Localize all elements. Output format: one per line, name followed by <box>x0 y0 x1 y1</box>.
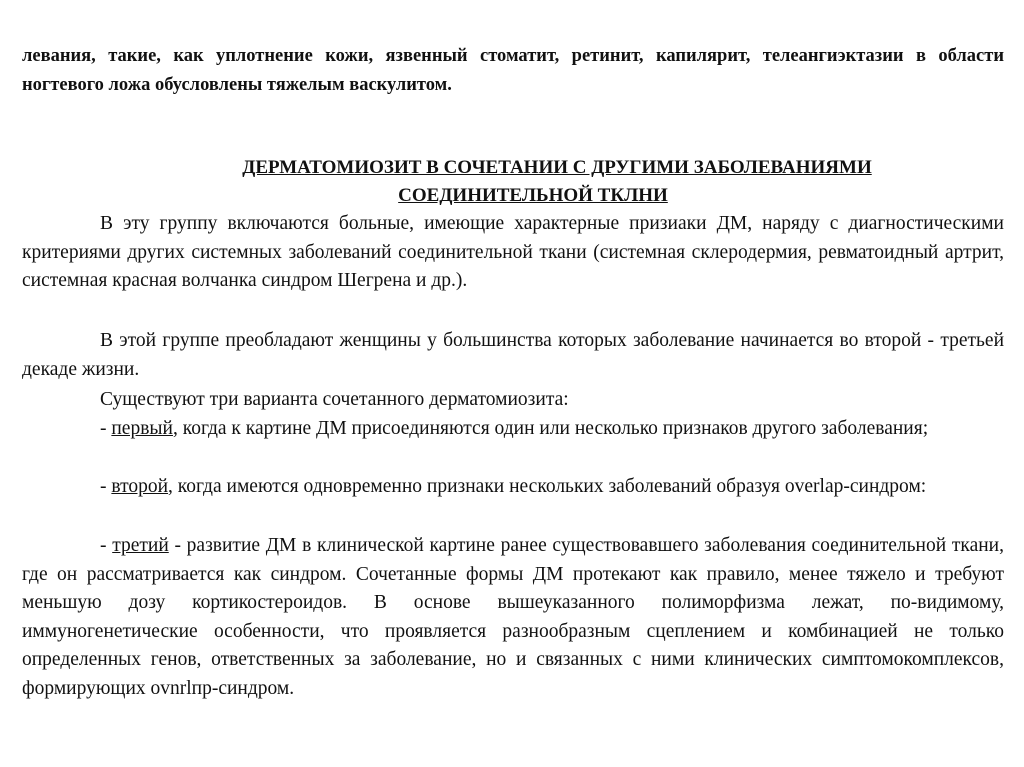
heading-line-2: СОЕДИНИТЕЛЬНОЙ ТКЛНИ <box>398 185 668 206</box>
paragraph-3: Существуют три варианта сочетанного дерматомиозита: <box>100 389 569 410</box>
variant-first <box>22 415 1004 444</box>
variant-third-term: третий <box>112 535 169 556</box>
variant-second-text: , когда имеются одновременно признаки нескольких заболеваний образуя overlap-синдром: <box>168 476 927 497</box>
variant-second-term: второй <box>111 476 169 497</box>
heading-line-1: ДЕРМАТОМИОЗИТ В СОЧЕТАНИИ С ДРУГИМИ ЗАБОЛЕВАНИЯМИ <box>242 157 872 178</box>
variant-third-dash: - <box>100 535 113 556</box>
paragraph-1: В эту группу включаются больные, имеющие характерные призиаки ДМ, наряду с диагностическими критериями других системных заболеваний соединительной ткани (системная склеродермия, ревматоидный артрит, системная красная волчанка синдром Шегрена и др.). <box>22 213 1004 291</box>
intro-paragraph: левания, такие, как уплотнение кожи, язвенный стоматит, ретинит, капилярит, телеангиэктазии в области ногтевого ложа обусловлены тяжелым васкулитом. <box>22 46 1004 95</box>
variant-first-dash: - <box>100 418 112 439</box>
variant-third-text: - развитие ДМ в клинической картине ранее существовавшего заболевания соединительной ткани, где он рассматривается как синдром. Сочетанные формы ДМ протекают как правило, менее тяжело и требуют меньшую дозу кортикостероидов. В основе вышеуказанного полиморфизма лежат, по-видимому, иммуногенетические особенности, что проявляется разнообразным сцеплением и комбинацией не только определенных генов, ответственных за заболевание, но и связанных с ними клинических симптомокомплексов, формирующих оvnrlпр-синдром. <box>22 535 1004 699</box>
variant-third <box>22 532 1004 703</box>
variant-second <box>22 473 1004 502</box>
variant-second-dash: - <box>100 476 112 497</box>
paragraph-2: В этой группе преобладают женщины у большинства которых заболевание начинается во второй - третьей декаде жизни. <box>22 330 1004 380</box>
variant-first-term: первый <box>111 418 173 439</box>
variant-first-text: , когда к картине ДМ присоединяются один или несколько признаков другого заболевания; <box>172 418 929 439</box>
section-heading <box>22 154 1004 210</box>
